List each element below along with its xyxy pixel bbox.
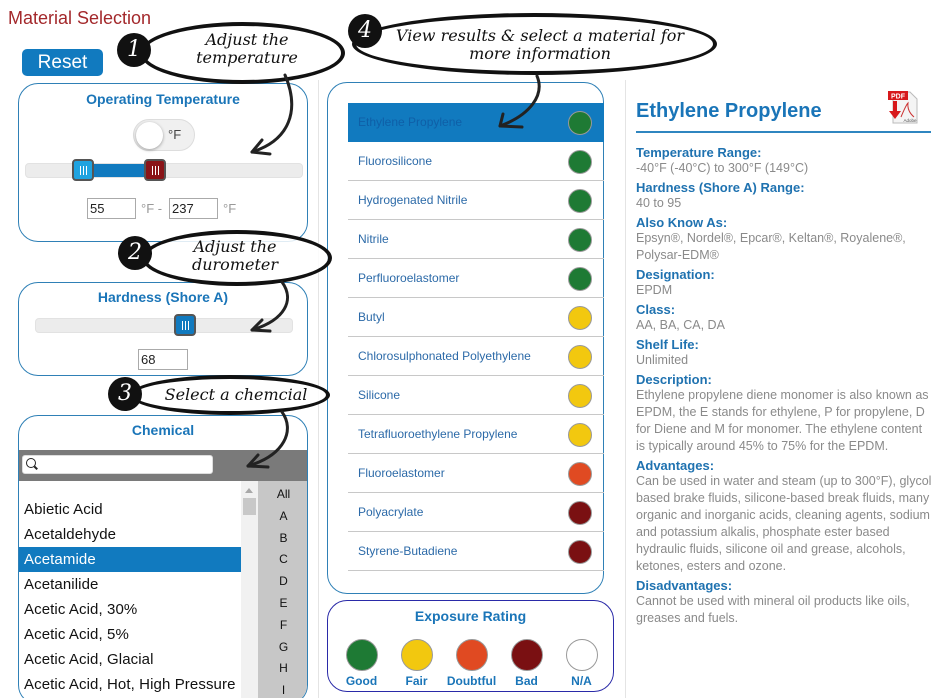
legend-label: Fair — [405, 674, 428, 688]
step-badge-4: 4 — [348, 14, 382, 48]
material-row[interactable] — [348, 181, 604, 220]
legend-item-good — [334, 639, 389, 688]
panel-title: Hardness (Shore A) — [97, 289, 229, 305]
alphabet-index — [258, 481, 308, 698]
scroll-thumb[interactable] — [243, 498, 256, 515]
chemical-item[interactable]: Acetic Acid, Hot, High Pressure — [24, 676, 236, 693]
alpha-index-all[interactable]: All — [276, 487, 291, 501]
material-row[interactable] — [348, 454, 604, 493]
alpha-index-item[interactable]: G — [278, 639, 289, 654]
detail-value: Cannot be used with mineral oil products like oils, greases and fuels. — [636, 594, 910, 625]
material-name: Nitrile — [358, 232, 389, 246]
app-title: Material Selection — [8, 8, 152, 28]
chemical-item-selected[interactable]: Acetamide — [19, 547, 241, 572]
legend-item-bad — [499, 639, 554, 688]
alpha-index-item[interactable]: F — [279, 617, 288, 632]
max-temperature-handle[interactable] — [144, 159, 166, 181]
material-results-list — [348, 103, 604, 571]
detail-value: AA, BA, CA, DA — [636, 318, 725, 332]
bad-dot-icon — [511, 639, 543, 671]
annotation-text: Adjust the temperature — [196, 30, 298, 67]
legend — [328, 639, 615, 688]
chemical-item[interactable]: Acetic Acid, 5% — [24, 626, 129, 643]
material-row[interactable] — [348, 376, 604, 415]
temperature-range-slider[interactable] — [25, 163, 303, 178]
detail-label: Description: — [636, 372, 712, 387]
unit-separator: °F - — [141, 201, 163, 216]
chemical-list — [19, 481, 241, 697]
chemical-item[interactable]: Acetic Acid, Glacial — [24, 651, 154, 668]
doubtful-dot-icon — [456, 639, 488, 671]
rating-dot-fair-icon — [568, 423, 592, 447]
chemical-search-input[interactable] — [22, 455, 213, 474]
rating-dot-good-icon — [568, 267, 592, 291]
annotation-text: Select a chemcial — [164, 385, 308, 404]
chemical-panel — [18, 415, 308, 698]
chemical-item[interactable]: Abietic Acid — [24, 501, 103, 518]
rating-dot-bad-icon — [568, 540, 592, 564]
material-name: Styrene-Butadiene — [358, 544, 458, 558]
hardness-handle[interactable] — [174, 314, 196, 336]
material-row[interactable] — [348, 415, 604, 454]
step-badge-1: 1 — [117, 33, 151, 67]
alpha-index-item[interactable]: I — [281, 683, 286, 698]
alpha-index-item[interactable]: H — [279, 661, 288, 676]
good-dot-icon — [346, 639, 378, 671]
legend-item-fair — [389, 639, 444, 688]
exposure-rating-legend — [327, 600, 614, 692]
detail-label: Class: — [636, 302, 676, 317]
detail-label: Advantages: — [636, 458, 715, 473]
rating-dot-good-icon — [568, 150, 592, 174]
material-row[interactable] — [348, 220, 604, 259]
material-row[interactable] — [348, 493, 604, 532]
step-badge-3: 3 — [108, 377, 142, 411]
reset-button[interactable]: Reset — [22, 49, 103, 76]
legend-label: Bad — [515, 674, 538, 688]
legend-item-na — [554, 639, 609, 688]
alpha-index-item[interactable]: B — [279, 530, 288, 545]
svg-text:Adobe: Adobe — [903, 118, 917, 123]
results-panel — [327, 82, 604, 594]
legend-item-doubtful — [444, 639, 499, 688]
material-name: Silicone — [358, 388, 401, 402]
rating-dot-bad-icon — [568, 501, 592, 525]
unit-end: °F — [223, 201, 237, 216]
rating-dot-good-icon — [568, 228, 592, 252]
chemical-item[interactable]: Acetaldehyde — [24, 526, 117, 543]
fair-dot-icon — [401, 639, 433, 671]
material-name: Perfluoroelastomer — [358, 271, 460, 285]
title-underline — [636, 131, 931, 133]
panel-title: Chemical — [131, 422, 195, 438]
toggle-knob[interactable] — [136, 122, 163, 149]
rating-dot-good-icon — [568, 189, 592, 213]
rating-dot-fair-icon — [568, 306, 592, 330]
rating-dot-fair-icon — [568, 384, 592, 408]
material-row[interactable] — [348, 337, 604, 376]
column-divider — [625, 80, 626, 698]
annotation-text: View results & select a material for more information — [395, 26, 685, 63]
detail-label: Hardness (Shore A) Range: — [636, 180, 805, 195]
material-title: Ethylene Propylene — [636, 100, 822, 122]
hardness-panel — [18, 282, 308, 376]
detail-value: Epsyn®, Nordel®, Epcar®, Keltan®, Royalene®, Polysar-EDM® — [636, 231, 906, 262]
alpha-index-item[interactable]: A — [279, 508, 288, 523]
rating-dot-fair-icon — [568, 345, 592, 369]
detail-value: EPDM — [636, 283, 673, 297]
chemical-scrollbar[interactable] — [241, 481, 258, 698]
detail-label: Disadvantages: — [636, 578, 733, 593]
annotation-text: Adjust the durometer — [191, 237, 278, 274]
legend-label: N/A — [571, 674, 592, 688]
hardness-input[interactable] — [138, 349, 188, 370]
detail-label: Temperature Range: — [636, 145, 762, 160]
detail-value: Can be used in water and steam (up to 300°F), glycol based brake fluids, silicone-based break fluids, many organic and inorganic acids, cleaning agents, sodium and potassium alkalis, phosphate ester based hydraulic fluids, silicone oil and grease, alcohols, ketones, esters and ozone. — [636, 474, 932, 573]
min-temperature-input[interactable] — [87, 198, 136, 219]
pdf-download-icon[interactable] — [884, 89, 920, 125]
chemical-item[interactable]: Acetic Acid, 30% — [24, 601, 138, 618]
chemical-search-bar — [19, 450, 308, 481]
alpha-index-item[interactable]: C — [279, 552, 288, 567]
scroll-up-arrow-icon[interactable] — [245, 488, 253, 493]
material-name: Fluorosilicone — [358, 154, 433, 168]
material-name: Hydrogenated Nitrile — [358, 193, 468, 207]
alpha-index-item[interactable]: E — [279, 595, 288, 610]
material-row[interactable] — [348, 142, 604, 181]
detail-value: Ethylene propylene diene monomer is also known as EPDM, the E stands for ethylene, P for propylene, D for Diene and M for monomer. The ethylene content is typically around 45% to 75% for the EPDM. — [636, 388, 929, 453]
material-name: Chlorosulphonated Polyethylene — [358, 349, 531, 363]
panel-title: Operating Temperature — [86, 91, 240, 107]
material-row-selected[interactable] — [348, 103, 604, 142]
search-icon — [26, 458, 36, 468]
material-name: Tetrafluoroethylene Propylene — [358, 427, 518, 441]
legend-label: Doubtful — [446, 674, 497, 688]
rating-dot-doubtful-icon — [568, 462, 592, 486]
detail-label: Shelf Life: — [636, 337, 699, 352]
chemical-item[interactable]: Acetanilide — [24, 576, 99, 593]
detail-value: 40 to 95 — [636, 196, 682, 210]
step-badge-2: 2 — [118, 236, 152, 270]
material-name: Polyacrylate — [358, 505, 424, 519]
svg-text:PDF: PDF — [891, 93, 905, 101]
min-temperature-handle[interactable] — [72, 159, 94, 181]
alpha-index-item[interactable]: D — [279, 574, 288, 589]
unit-toggle[interactable] — [133, 119, 195, 151]
rating-dot-good-icon — [568, 111, 592, 135]
max-temperature-input[interactable] — [169, 198, 218, 219]
na-dot-icon — [566, 639, 598, 671]
detail-value: Unlimited — [636, 353, 689, 367]
panel-title: Exposure Rating — [414, 608, 527, 624]
material-row[interactable] — [348, 298, 604, 337]
material-details — [636, 90, 934, 629]
hardness-slider[interactable] — [35, 318, 293, 333]
detail-label: Designation: — [636, 267, 715, 282]
material-name: Butyl — [358, 310, 385, 324]
material-row[interactable] — [348, 532, 604, 571]
material-row[interactable] — [348, 259, 604, 298]
operating-temperature-panel — [18, 83, 308, 242]
toggle-unit-label: °F — [168, 127, 182, 142]
material-name: Fluoroelastomer — [358, 466, 445, 480]
detail-value: -40°F (-40°C) to 300°F (149°C) — [636, 161, 809, 175]
legend-label: Good — [345, 674, 378, 688]
material-name: Ethylene Propylene — [358, 115, 463, 129]
detail-label: Also Know As: — [636, 215, 728, 230]
